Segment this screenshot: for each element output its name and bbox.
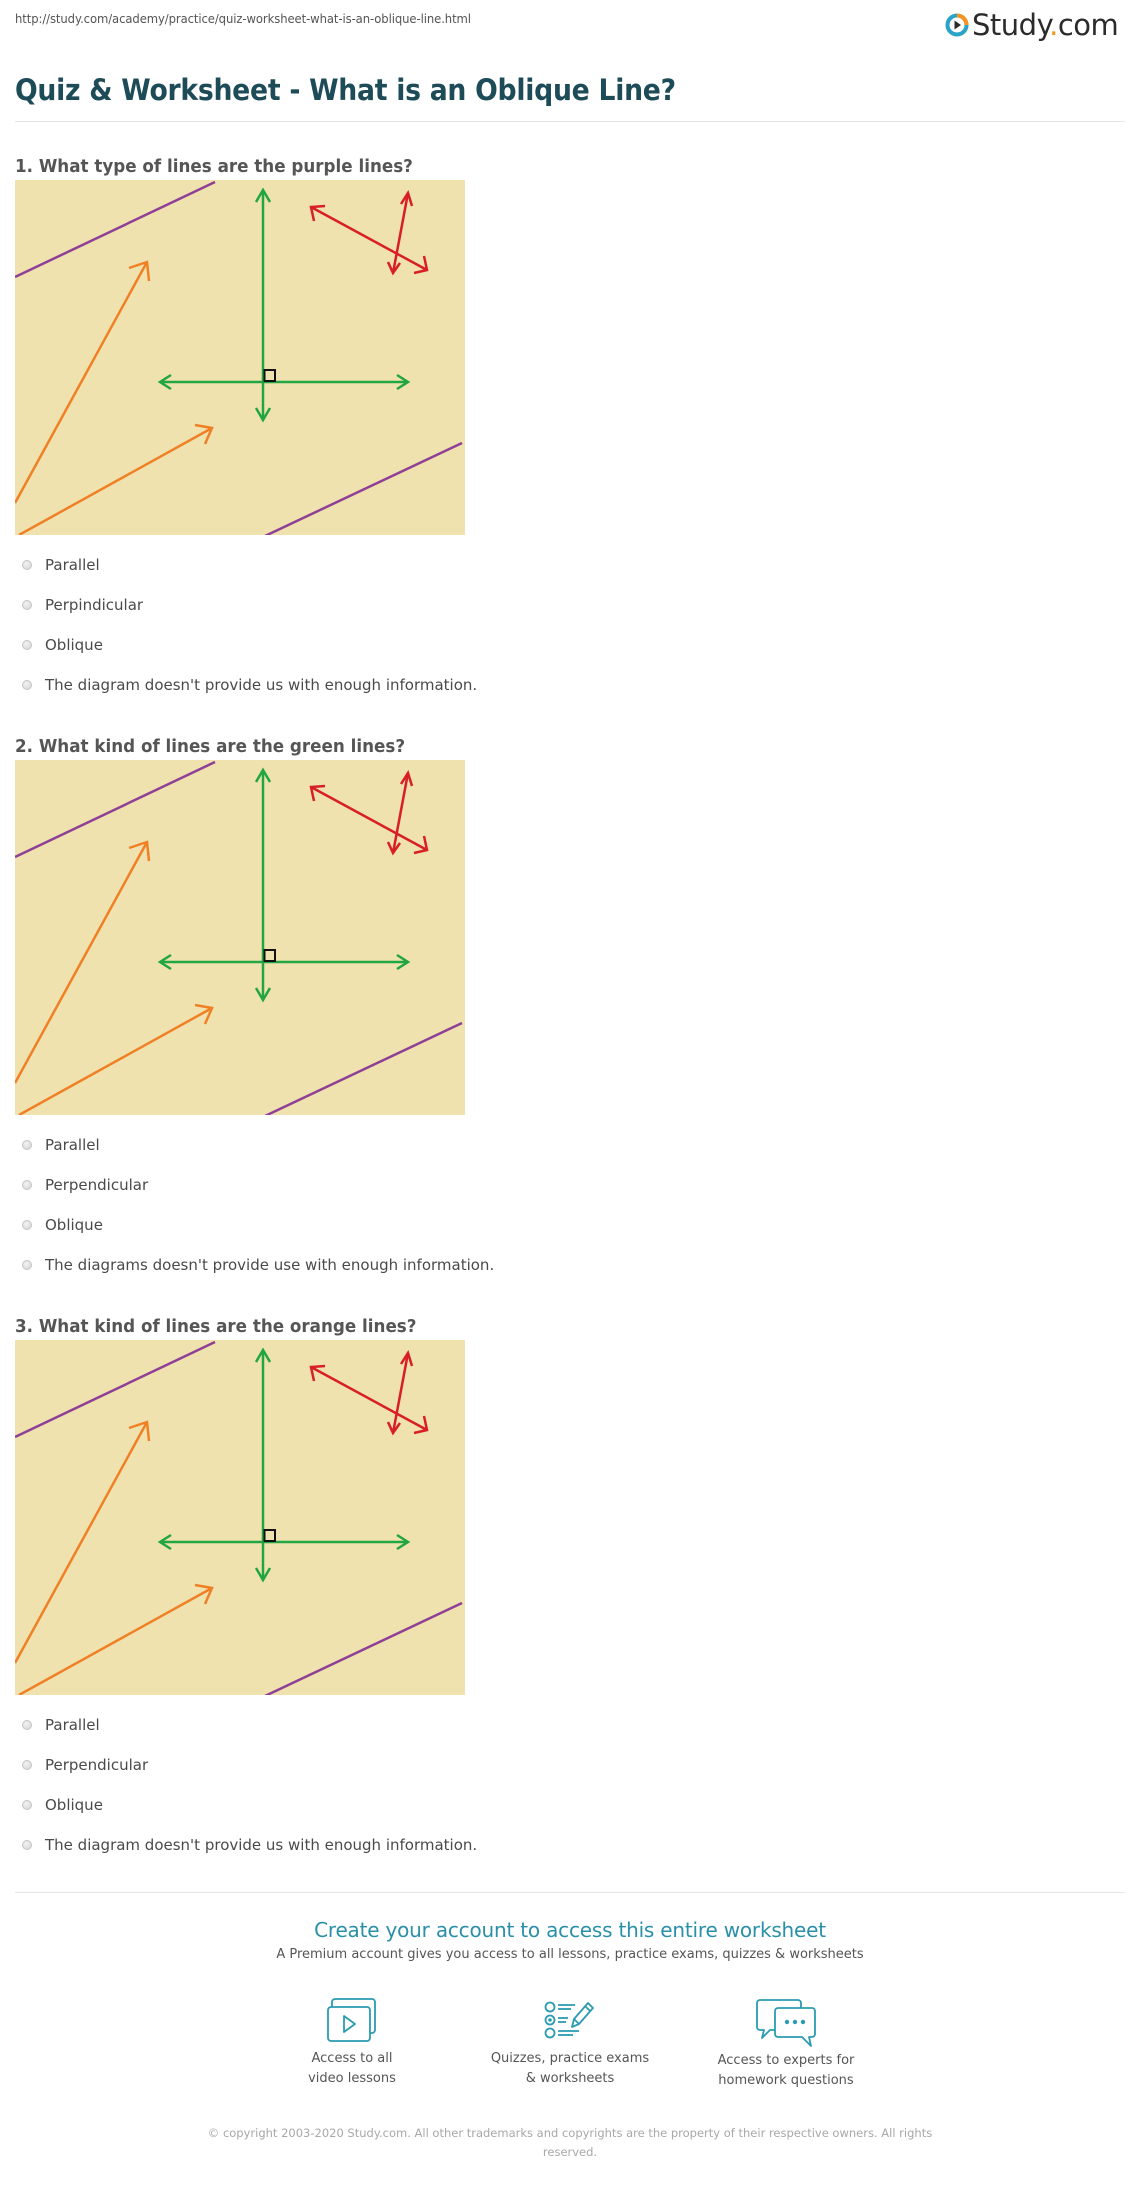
radio-button[interactable] <box>22 1720 32 1730</box>
option-label: Parallel <box>45 556 100 574</box>
video-lessons-icon <box>326 1997 378 2045</box>
play-circle-icon <box>945 13 969 37</box>
radio-button[interactable] <box>22 1180 32 1190</box>
feature-label <box>686 2051 886 2091</box>
page-url: http://study.com/academy/practice/quiz-worksheet-what-is-an-oblique-line.html <box>15 11 471 26</box>
logo-dot: . <box>1049 8 1058 42</box>
q1-option-1[interactable] <box>22 553 100 577</box>
q3-option-3[interactable] <box>22 1793 103 1817</box>
feature-quizzes <box>470 1997 670 2089</box>
q1-option-4[interactable] <box>22 673 477 697</box>
feature-label-line2: & worksheets <box>525 2071 615 2086</box>
cta-divider <box>15 1892 1125 1893</box>
option-label: The diagram doesn't provide us with enough information. <box>45 1836 478 1854</box>
option-label: Perpindicular <box>45 596 144 614</box>
cta-title[interactable]: Create your account to access this entire worksheet <box>314 1918 826 1942</box>
question-3-diagram <box>15 1340 465 1695</box>
radio-button[interactable] <box>22 600 32 610</box>
option-label: Oblique <box>45 1216 103 1234</box>
option-label: Perpendicular <box>45 1176 149 1194</box>
q2-option-4[interactable] <box>22 1253 494 1277</box>
question-1-heading: 1. What type of lines are the purple lines? <box>15 156 413 177</box>
radio-button[interactable] <box>22 1140 32 1150</box>
cta-subtitle: A Premium account gives you access to all lessons, practice exams, quizzes & worksheets <box>276 1947 864 1962</box>
question-2-heading: 2. What kind of lines are the green lines? <box>15 736 406 757</box>
feature-video-lessons <box>252 1997 452 2089</box>
q2-option-1[interactable] <box>22 1133 100 1157</box>
q1-option-3[interactable] <box>22 633 103 657</box>
feature-label-line2: homework questions <box>718 2073 854 2088</box>
q3-option-2[interactable] <box>22 1753 148 1777</box>
question-3-heading: 3. What kind of lines are the orange lines? <box>15 1316 417 1337</box>
logo-name: Study <box>972 8 1050 42</box>
study-logo[interactable] <box>945 8 1118 42</box>
lines-diagram <box>15 180 465 535</box>
logo-wordmark <box>972 8 1118 42</box>
radio-button[interactable] <box>22 640 32 650</box>
radio-button[interactable] <box>22 1220 32 1230</box>
lines-diagram <box>15 760 465 1115</box>
option-label: Perpendicular <box>45 1756 149 1774</box>
copyright-line1: © copyright 2003-2020 Study.com. All other trademarks and copyrights are the property of their respective owners. All rights <box>207 2126 933 2140</box>
question-1-diagram <box>15 180 465 535</box>
radio-button[interactable] <box>22 680 32 690</box>
feature-label-line1: Access to all <box>311 2051 393 2066</box>
copyright-line2: reserved. <box>542 2145 598 2159</box>
radio-button[interactable] <box>22 560 32 570</box>
q3-option-4[interactable] <box>22 1833 477 1857</box>
feature-label-line1: Quizzes, practice exams <box>490 2051 650 2066</box>
feature-label <box>252 2049 452 2089</box>
logo-tld: com <box>1057 8 1119 42</box>
chat-bubbles-icon <box>754 1997 818 2047</box>
feature-label-line2: video lessons <box>308 2071 396 2086</box>
feature-label <box>470 2049 670 2089</box>
lines-diagram <box>15 1340 465 1695</box>
option-label: Oblique <box>45 1796 103 1814</box>
option-label: Parallel <box>45 1136 100 1154</box>
q2-option-3[interactable] <box>22 1213 103 1237</box>
option-label: Oblique <box>45 636 103 654</box>
page-title: Quiz & Worksheet - What is an Oblique Line? <box>15 73 676 107</box>
q1-option-2[interactable] <box>22 593 143 617</box>
option-label: Parallel <box>45 1716 100 1734</box>
q3-option-1[interactable] <box>22 1713 100 1737</box>
radio-button[interactable] <box>22 1800 32 1810</box>
quiz-checklist-icon <box>542 1997 598 2045</box>
q2-option-2[interactable] <box>22 1173 148 1197</box>
radio-button[interactable] <box>22 1840 32 1850</box>
option-label: The diagrams doesn't provide use with enough information. <box>45 1256 495 1274</box>
feature-label-line1: Access to experts for <box>717 2053 855 2068</box>
question-2-diagram <box>15 760 465 1115</box>
radio-button[interactable] <box>22 1760 32 1770</box>
copyright-notice <box>200 2124 940 2162</box>
title-divider <box>15 121 1125 122</box>
option-label: The diagram doesn't provide us with enough information. <box>45 676 478 694</box>
radio-button[interactable] <box>22 1260 32 1270</box>
feature-experts <box>686 1997 886 2091</box>
